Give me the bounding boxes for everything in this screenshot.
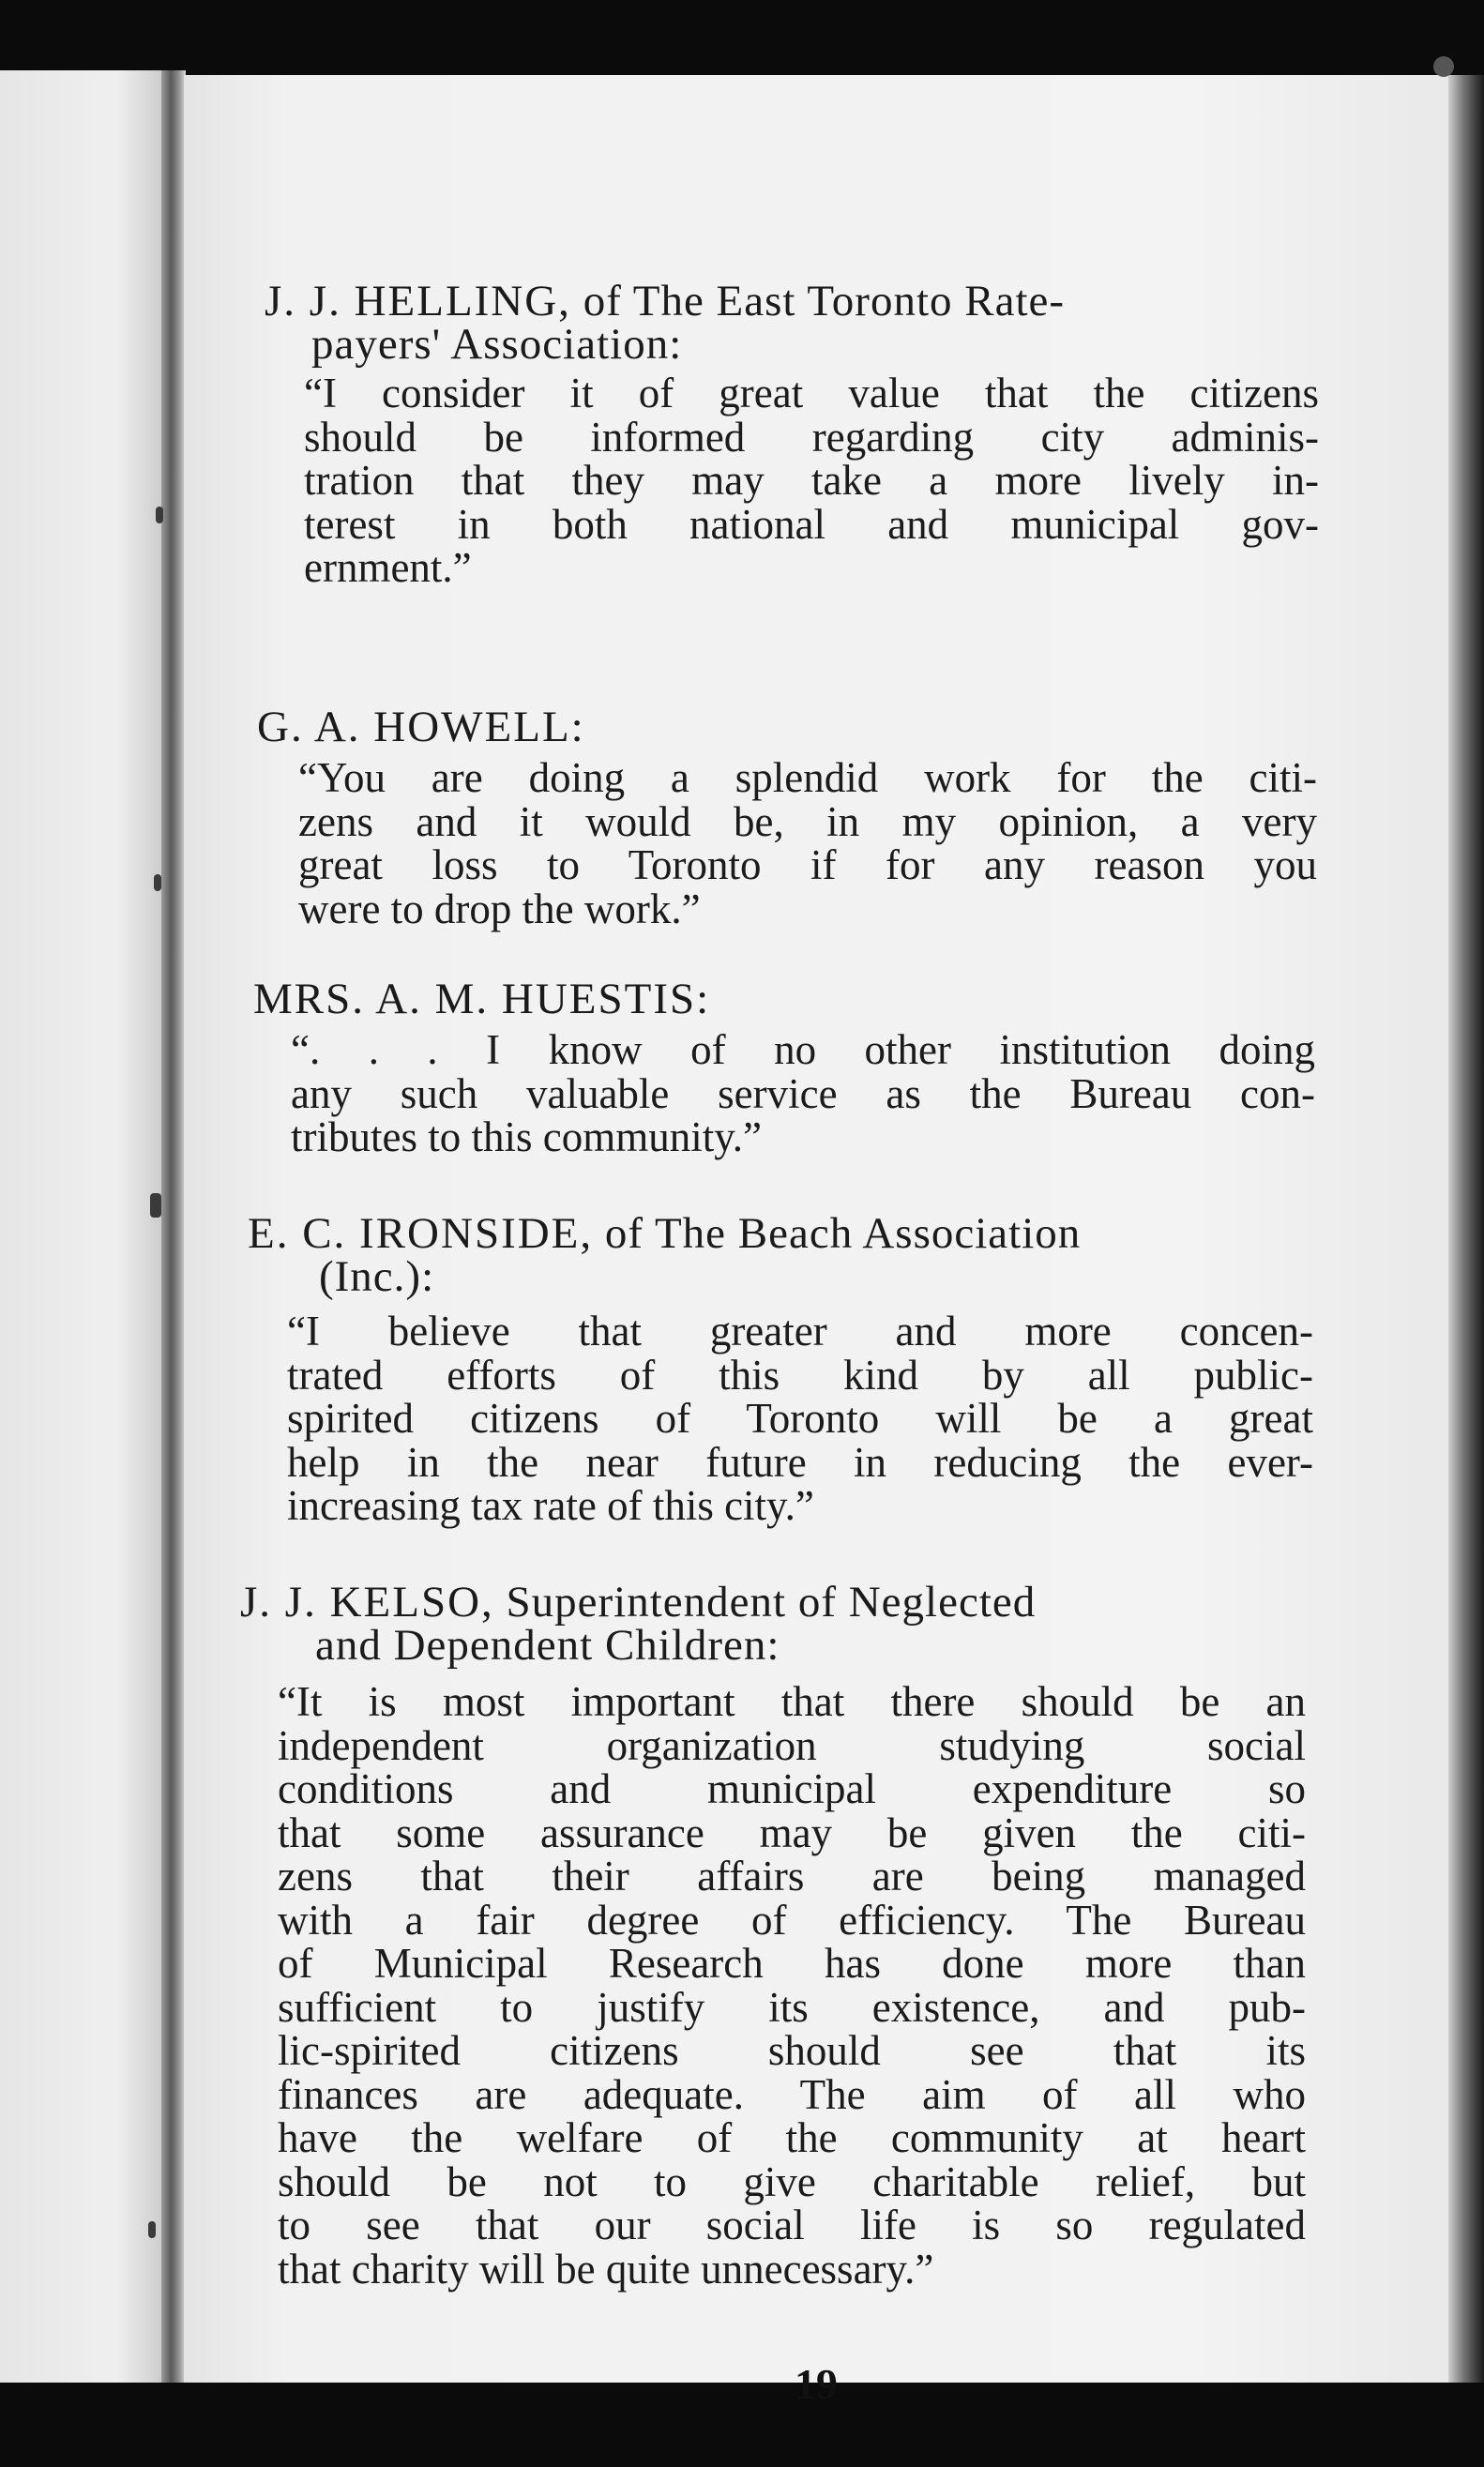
quote-line: spirited citizens of Toronto will be a great: [287, 1395, 1313, 1442]
speaker-name: E. C. IRONSIDE,: [248, 1209, 594, 1258]
quote-line: with a fair degree of efficiency. The Bureau: [278, 1896, 1306, 1944]
quote-line: “I consider it of great value that the citizens: [304, 370, 1319, 416]
quote-line: should be not to give charitable relief, but: [278, 2157, 1306, 2205]
facing-page-edge: [0, 70, 167, 2383]
quote-line: increasing tax rate of this city.”: [287, 1482, 814, 1529]
quote-line: great loss to Toronto if for any reason you: [298, 841, 1317, 888]
quote-line: trated efforts of this kind by all public-: [287, 1351, 1313, 1399]
speaker-affiliation: of The Beach Association: [593, 1209, 1082, 1258]
quote-line: to see that our social life is so regulated: [278, 2202, 1306, 2248]
testimonial-quote: [287, 1309, 1313, 1528]
quote-line: that charity will be quite unnecessary.”: [278, 2245, 934, 2293]
speaker-name: J. J. HELLING,: [265, 277, 571, 325]
testimonial-quote: [298, 756, 1317, 931]
quote-line: “I believe that greater and more concen-: [287, 1308, 1313, 1355]
book-gutter: [161, 70, 186, 2383]
testimonial-quote: [291, 1028, 1315, 1159]
page-edge-shadow: [1448, 75, 1484, 2383]
speaker-affiliation: of The East Toronto Rate-: [570, 277, 1066, 325]
speaker-affiliation: Superintendent of Neglected: [493, 1578, 1037, 1627]
scan-speck: [148, 2221, 156, 2238]
testimonial-helling: [184, 277, 1448, 591]
quote-line: tration that they may take a more lively in-: [304, 457, 1319, 504]
quote-line: “It is most important that there should be an: [278, 1678, 1306, 1725]
scan-speck: [150, 1193, 161, 1218]
speaker-heading: [184, 1209, 1448, 1301]
quote-line: were to drop the work.”: [298, 885, 701, 932]
quote-line: terest in both national and municipal gov-: [304, 500, 1319, 548]
quote-line: sufficient to justify its existence, and pub-: [278, 1983, 1306, 2031]
speaker-name: J. J. KELSO,: [240, 1578, 494, 1627]
speaker-heading: [184, 277, 1448, 369]
testimonial-howell: [184, 705, 1448, 931]
quote-line: zens that their affairs are being managed: [278, 1853, 1306, 1899]
testimonial-quote: [304, 371, 1319, 590]
speaker-heading: [184, 705, 1448, 749]
speaker-heading: [184, 977, 1448, 1021]
document-page: [184, 75, 1448, 2408]
speaker-name: G. A. HOWELL:: [257, 703, 585, 751]
speaker-affiliation-cont: and Dependent Children:: [315, 1621, 780, 1670]
speaker-affiliation-cont: payers' Association:: [311, 320, 683, 369]
testimonial-quote: [278, 1680, 1306, 2291]
quote-line: “. . . I know of no other institution doing: [291, 1026, 1315, 1073]
quote-line: independent organization studying social: [278, 1721, 1306, 1769]
speaker-name: MRS. A. M. HUESTIS:: [253, 975, 711, 1023]
speaker-affiliation-cont: (Inc.):: [319, 1252, 435, 1301]
quote-line: help in the near future in reducing the ever-: [287, 1438, 1313, 1486]
quote-line: “You are doing a splendid work for the citi-: [298, 754, 1317, 801]
quote-line: zens and it would be, in my opinion, a very: [298, 797, 1317, 845]
scan-speck: [154, 874, 161, 891]
scan-speck: [156, 507, 163, 523]
quote-line: tributes to this community.”: [291, 1113, 763, 1160]
testimonial-ironside: [184, 1209, 1448, 1529]
quote-line: any such valuable service as the Bureau con-: [291, 1069, 1315, 1117]
testimonial-kelso: [184, 1578, 1448, 2293]
testimonial-huestis: [184, 977, 1448, 1159]
quote-line: lic-spirited citizens should see that its: [278, 2027, 1306, 2074]
quote-line: ernment.”: [304, 544, 472, 591]
speaker-heading: [184, 1578, 1448, 1670]
quote-line: conditions and municipal expenditure so: [278, 1765, 1306, 1812]
quote-line: of Municipal Research has done more than: [278, 1940, 1306, 1987]
quote-line: finances are adequate. The aim of all who: [278, 2070, 1306, 2118]
quote-line: that some assurance may be given the citi-: [278, 1809, 1306, 1856]
scan-speck: [1433, 56, 1454, 77]
quote-line: should be informed regarding city adminis-: [304, 413, 1319, 461]
quote-line: have the welfare of the community at heart: [278, 2114, 1306, 2161]
page-number: 19: [795, 2360, 838, 2408]
